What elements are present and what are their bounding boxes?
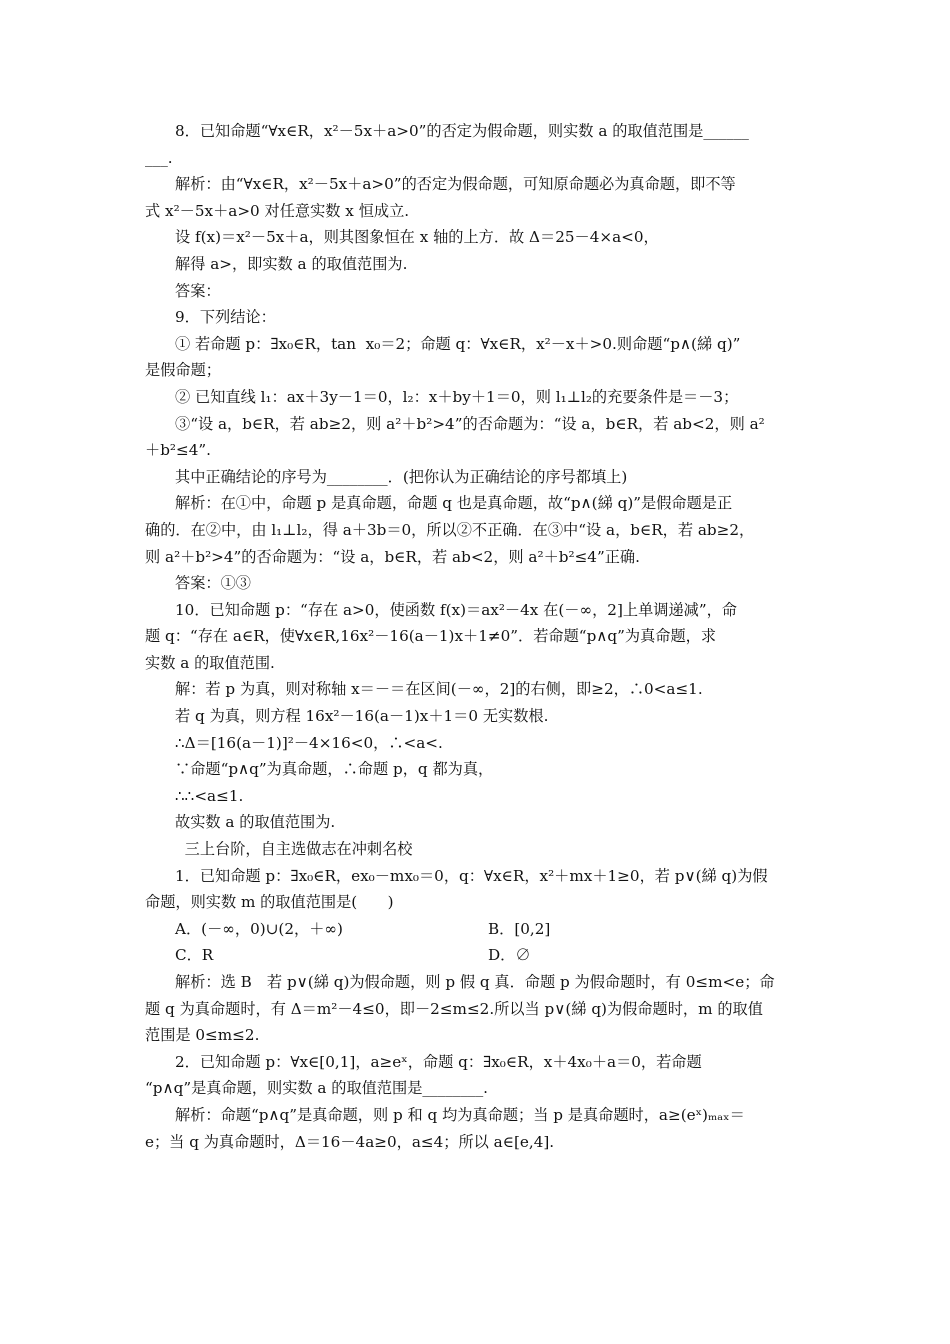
option-choice: B．[0,2] [488, 919, 551, 938]
text-line: ∴Δ＝[16(a－1)]²－4×16<0，∴<a<. [175, 733, 443, 752]
text-line: ① 若命题 p：∃x₀∈R，tan x₀＝2；命题 q：∀x∈R，x²－x＋>0.则命题“p∧(綈 q)” [175, 334, 741, 353]
answer-options [145, 916, 807, 969]
text-line: 解析：命题“p∧q”是真命题，则 p 和 q 均为真命题；当 p 是真命题时，a≥(eˣ)ₘₐₓ＝ [175, 1105, 745, 1124]
text-line: 式 x²－5x＋a>0 对任意实数 x 恒成立. [145, 201, 410, 220]
text-line: 题 q 为真命题时，有 Δ＝m²－4≤0，即－2≤m≤2.所以当 p∨(綈 q)为假命题时，m 的取值 [145, 999, 763, 1018]
text-line: ∴∴<a≤1. [175, 786, 244, 805]
text-line: 故实数 a 的取值范围为. [175, 813, 336, 832]
text-line: 其中正确结论的序号为________．(把你认为正确结论的序号都填上) [175, 467, 628, 486]
text-line: 是假命题； [145, 361, 221, 380]
text-line: 9．下列结论： [175, 308, 276, 327]
text-line: 实数 a 的取值范围. [145, 653, 275, 672]
text-line: 答案： [175, 281, 221, 300]
text-line: ② 已知直线 l₁：ax＋3y－1＝0，l₂：x＋by＋1＝0，则 l₁⊥l₂的充要条件是＝－3； [175, 387, 739, 406]
option-choice: D．∅ [488, 946, 531, 965]
text-line: 三上台阶，自主选做志在冲刺名校 [175, 840, 413, 859]
text-line: 设 f(x)＝x²－5x＋a，则其图象恒在 x 轴的上方．故 Δ＝25－4×a<0， [175, 228, 659, 247]
text-line: 解析：由“∀x∈R，x²－5x＋a>0”的否定为假命题，可知原命题必为真命题，即不等 [175, 175, 736, 194]
text-line: e；当 q 为真命题时，Δ＝16－4a≥0，a≤4；所以 a∈[e,4]. [145, 1132, 555, 1151]
option-row [145, 942, 807, 969]
text-line: ＋b²≤4”. [145, 441, 211, 460]
text-line: 1．已知命题 p：∃x₀∈R，ex₀－mx₀＝0，q：∀x∈R，x²＋mx＋1≥0，若 p∨(綈 q)为假 [175, 866, 768, 885]
text-line: ___. [145, 148, 173, 167]
text-line: 确的．在②中，由 l₁⊥l₂，得 a＋3b＝0，所以②不正确．在③中“设 a，b∈R，若 ab≥2， [145, 520, 755, 539]
text-line: 若 q 为真，则方程 16x²－16(a－1)x＋1＝0 无实数根. [175, 707, 549, 726]
text-line: 解得 a>，即实数 a 的取值范围为. [175, 254, 408, 273]
text-line: 解析：在①中，命题 p 是真命题，命题 q 也是真命题，故“p∧(綈 q)”是假命题是正 [175, 494, 733, 513]
text-line: 范围是 0≤m≤2. [145, 1026, 260, 1045]
text-line: 解析：选 B 若 p∨(綈 q)为假命题，则 p 假 q 真．命题 p 为假命题时，有 0≤m<e；命 [175, 973, 775, 991]
text-line: 10．已知命题 p：“存在 a>0，使函数 f(x)＝ax²－4x 在(－∞，2]上单调递减”，命 [175, 600, 737, 619]
option-choice: A．(－∞，0)∪(2，＋∞) [175, 919, 343, 938]
text-line: 2．已知命题 p：∀x∈[0,1]，a≥eˣ，命题 q：∃x₀∈R，x＋4x₀＋a＝0，若命题 [175, 1052, 702, 1071]
body-text [145, 118, 807, 916]
text-line: 答案：①③ [175, 574, 251, 593]
document-page [145, 118, 807, 1155]
option-choice: C．R [175, 946, 214, 965]
option-row [145, 916, 807, 943]
text-line: 则 a²＋b²>4”的否命题为：“设 a，b∈R，若 ab<2，则 a²＋b²≤4”正确. [145, 547, 640, 566]
text-line: 8．已知命题“∀x∈R，x²－5x＋a>0”的否定为假命题，则实数 a 的取值范围是______ [175, 122, 749, 140]
text-line: 命题，则实数 m 的取值范围是( ) [145, 893, 394, 912]
text-line: “p∧q”是真命题，则实数 a 的取值范围是________. [145, 1079, 489, 1098]
text-line: 题 q：“存在 a∈R，使∀x∈R,16x²－16(a－1)x＋1≠0”．若命题“p∧q”为真命题，求 [145, 627, 717, 646]
text-line: 解：若 p 为真，则对称轴 x＝－＝在区间(－∞，2]的右侧，即≥2，∴0<a≤1. [175, 680, 703, 699]
body-text-continued [145, 969, 807, 1155]
text-line: ③“设 a，b∈R，若 ab≥2，则 a²＋b²>4”的否命题为：“设 a，b∈R，若 ab<2，则 a² [175, 414, 765, 433]
text-line: ∵命题“p∧q”为真命题，∴命题 p，q 都为真， [175, 760, 494, 779]
